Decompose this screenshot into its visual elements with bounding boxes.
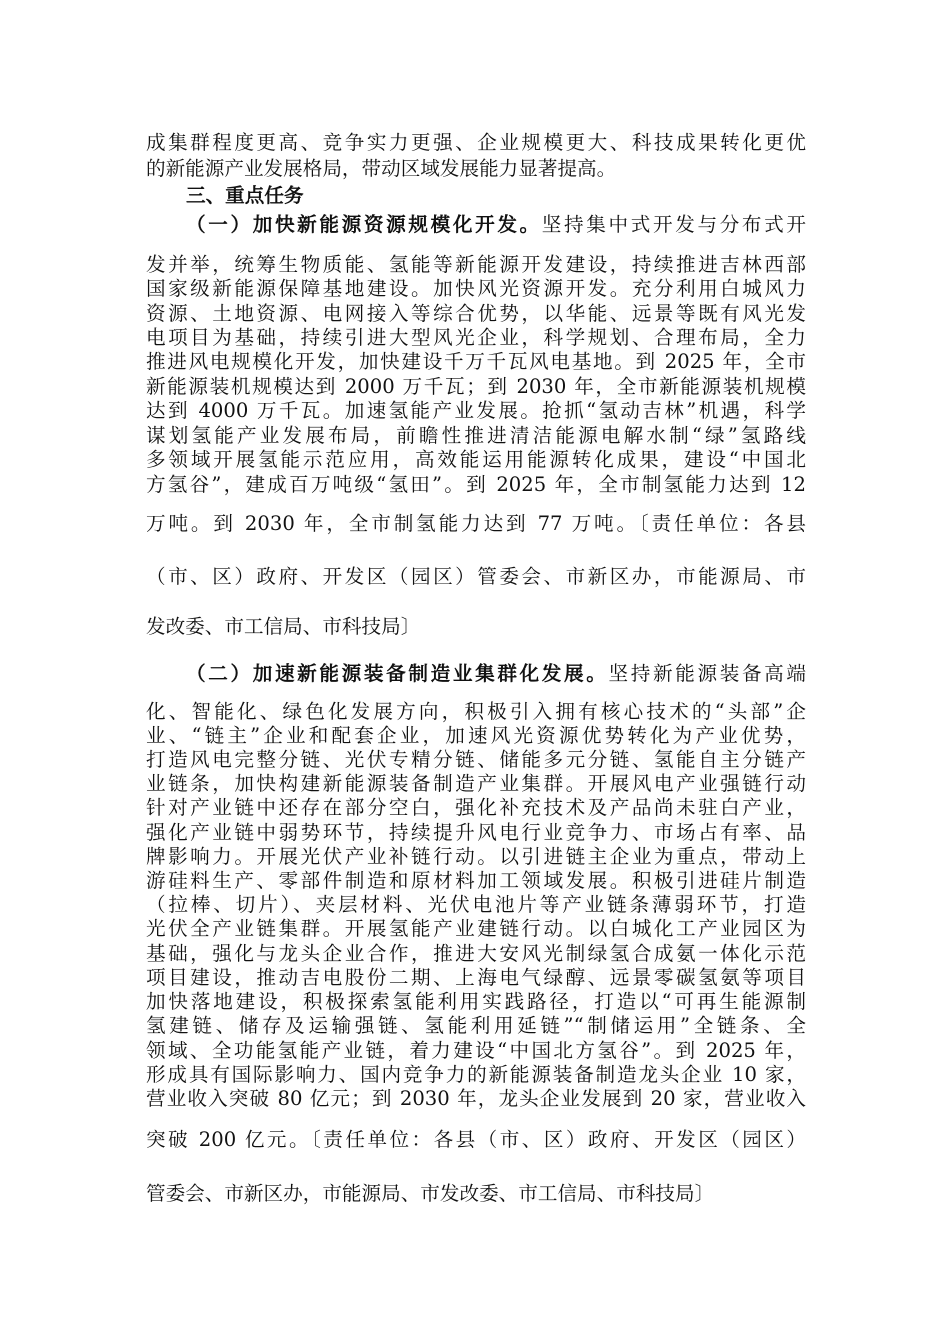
task1-line-11: 方氢谷”，建成百万吨级“氢田”。到 2025 年，全市制氢能力达到 12 [146,473,806,496]
task2-line-19 [146,1127,806,1153]
task1-responsibility-start: 〔责任单位：各县 [638,512,806,535]
task1-line-2: 发并举，统筹生物质能、氢能等新能源开发建设，持续推进吉林西部 [146,253,806,276]
task1-line-12-text: 万吨。到 2030 年，全市制氢能力达到 77 万吨。 [146,512,639,535]
task1-line-9: 谋划氢能产业发展布局，前瞻性推进清洁能源电解水制“绿”氢路线 [146,424,806,447]
task1-line-7: 新能源装机规模达到 2000 万千瓦；到 2030 年，全市新能源装机规模 [146,375,806,398]
task1-line-8: 达到 4000 万千瓦。加速氢能产业发展。抢抓“氢动吉林”机遇，科学 [146,399,806,422]
task1-line-10: 多领域开展氢能示范应用，高效能运用能源转化成果，建设“中国北 [146,448,806,471]
task2-line-1-text: 坚持新能源装备高端 [608,662,807,685]
task2-line-10: （拉棒、切片）、夹层材料、光伏电池片等产业链条薄弱环节，打造 [146,893,806,916]
section-heading: 三、重点任务 [186,184,304,207]
intro-line-2: 的新能源产业发展格局，带动区域发展能力显著提高。 [146,157,617,180]
task2-line-16: 领域、全功能氢能产业链，着力建设“中国北方氢谷”。到 2025 年， [146,1039,806,1062]
task1-line-1 [186,212,806,238]
task2-line-19-text: 突破 200 亿元。 [146,1128,312,1151]
task2-responsibility-start: 〔责任单位：各县（市、区）政府、开发区（园区） [311,1128,807,1151]
intro-line-1: 成集群程度更高、竞争实力更强、企业规模更大、科技成果转化更优 [146,131,806,154]
task2-line-15: 氢建链、储存及运输强链、氢能利用延链”“制储运用”全链条、全 [146,1014,806,1037]
task2-line-6: 针对产业链中还存在部分空白，强化补充技术及产品尚未驻白产业， [146,796,806,819]
task1-line-13: （市、区）政府、开发区（园区）管委会、市新区办，市能源局、市 [146,565,806,588]
task2-line-14: 加快落地建设，积极探索氢能利用实践路径，打造以“可再生能源制 [146,990,806,1013]
task2-line-11: 光伏全产业链集群。开展氢能产业建链行动。以白城化工产业园区为 [146,917,806,940]
task2-line-7: 强化产业链中弱势环节，持续提升风电行业竞争力、市场占有率、品 [146,821,806,844]
task1-line-14: 发改委、市工信局、市科技局〕 [146,615,421,638]
task2-line-4: 打造风电完整分链、光伏专精分链、储能多元分链、氢能自主分链产 [146,748,806,771]
task2-line-5: 业链条，加快构建新能源装备制造产业集群。开展风电产业强链行动 [146,772,806,795]
task1-line-3: 国家级新能源保障基地建设。加快风光资源开发。充分利用白城风力 [146,277,806,300]
task2-line-9: 游硅料生产、零部件制造和原材料加工领域发展。积极引进硅片制造 [146,869,806,892]
task2-line-2: 化、智能化、绿色化发展方向，积极引入拥有核心技术的“头部”企 [146,700,806,723]
task2-title: （二）加速新能源装备制造业集群化发展。 [186,662,609,685]
task1-title: （一）加快新能源资源规模化开发。 [186,213,542,236]
task1-line-4: 资源、土地资源、电网接入等综合优势，以华能、远景等既有风光发 [146,302,806,325]
task1-line-5: 电项目为基础，持续引进大型风光企业，科学规划、合理布局，全力 [146,326,806,349]
task2-line-12: 基础，强化与龙头企业合作，推进大安风光制绿氢合成氨一体化示范 [146,942,806,965]
task1-line-6: 推进风电规模化开发，加快建设千万千瓦风电基地。到 2025 年，全市 [146,350,806,373]
task2-line-3: 业、“链主”企业和配套企业，加速风光资源优势转化为产业优势， [146,724,806,747]
task2-line-8: 牌影响力。开展光伏产业补链行动。以引进链主企业为重点，带动上 [146,845,806,868]
task2-line-17: 形成具有国际影响力、国内竞争力的新能源装备制造龙头企业 10 家， [146,1063,806,1086]
task2-line-13: 项目建设，推动吉电股份二期、上海电气绿醇、远景零碳氢氨等项目 [146,966,806,989]
task1-line-12 [146,511,806,537]
task2-line-18: 营业收入突破 80 亿元；到 2030 年，龙头企业发展到 20 家，营业收入 [146,1087,806,1110]
task1-line-1-text: 坚持集中式开发与分布式开 [541,213,807,236]
task2-line-20: 管委会、市新区办，市能源局、市发改委、市工信局、市科技局〕 [146,1182,715,1205]
task2-line-1 [186,661,806,687]
